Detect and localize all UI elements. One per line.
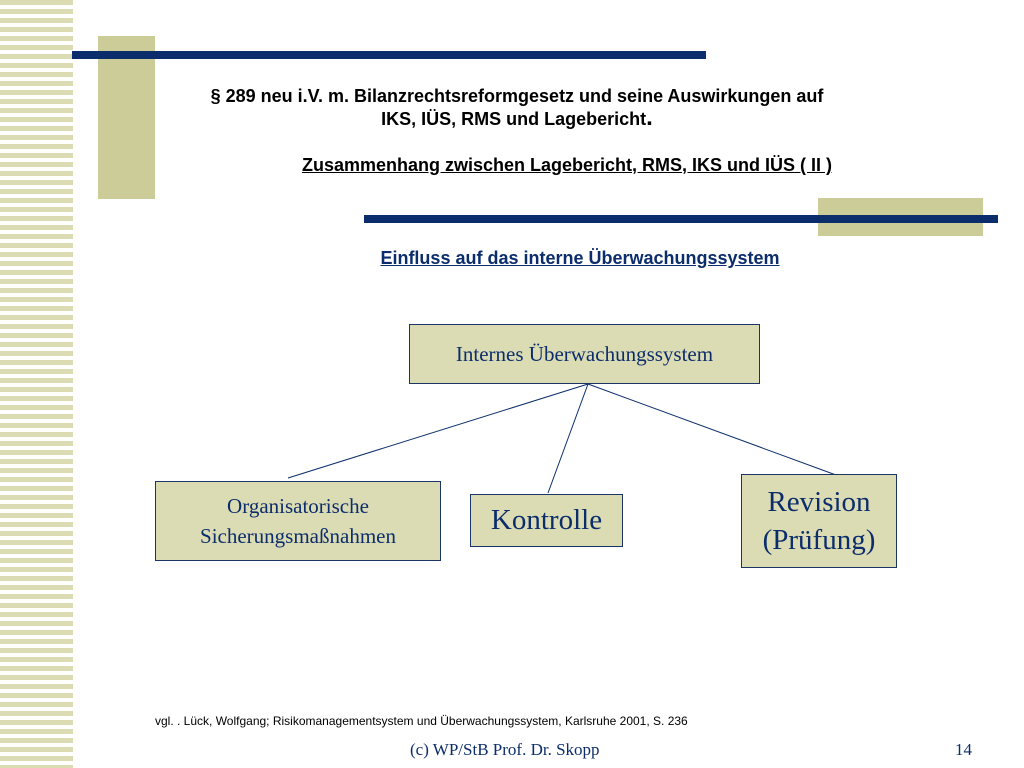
citation-footnote: vgl. . Lück, Wolfgang; Risikomanagementsystem und Überwachungssystem, Karlsruhe 2001, S. 236	[155, 714, 688, 728]
root-box-internes-ueberwachungssystem	[409, 324, 760, 384]
child-box-revision-line1: Revision	[767, 486, 871, 518]
slide-title-line1: § 289 neu i.V. m. Bilanzrechtsreformgesetz und seine Auswirkungen auf	[210, 86, 824, 106]
child-box-kontrolle	[470, 494, 623, 547]
connector-to-revision	[588, 384, 836, 475]
connector-to-organisatorische	[288, 384, 588, 478]
child-box-kontrolle-label: Kontrolle	[490, 504, 603, 536]
slide-subtitle: Zusammenhang zwischen Lagebericht, RMS, IKS und IÜS ( II )	[301, 155, 833, 175]
child-box-organisatorische-line1: Organisatorische	[227, 494, 369, 518]
child-box-organisatorische	[155, 481, 441, 561]
section-heading: Einfluss auf das interne Überwachungssystem	[380, 248, 780, 268]
slide-title-period: .	[646, 104, 653, 131]
connector-to-kontrolle	[548, 384, 588, 493]
page-number: 14	[955, 740, 972, 759]
child-box-revision-line2: (Prüfung)	[762, 524, 876, 556]
footer-copyright: (c) WP/StB Prof. Dr. Skopp	[410, 740, 600, 759]
root-box-label: Internes Überwachungssystem	[455, 341, 714, 366]
child-box-revision	[741, 474, 897, 568]
slide-title-line2: IKS, IÜS, RMS und Lagebericht	[381, 109, 647, 129]
child-box-organisatorische-line2: Sicherungsmaßnahmen	[200, 524, 396, 548]
